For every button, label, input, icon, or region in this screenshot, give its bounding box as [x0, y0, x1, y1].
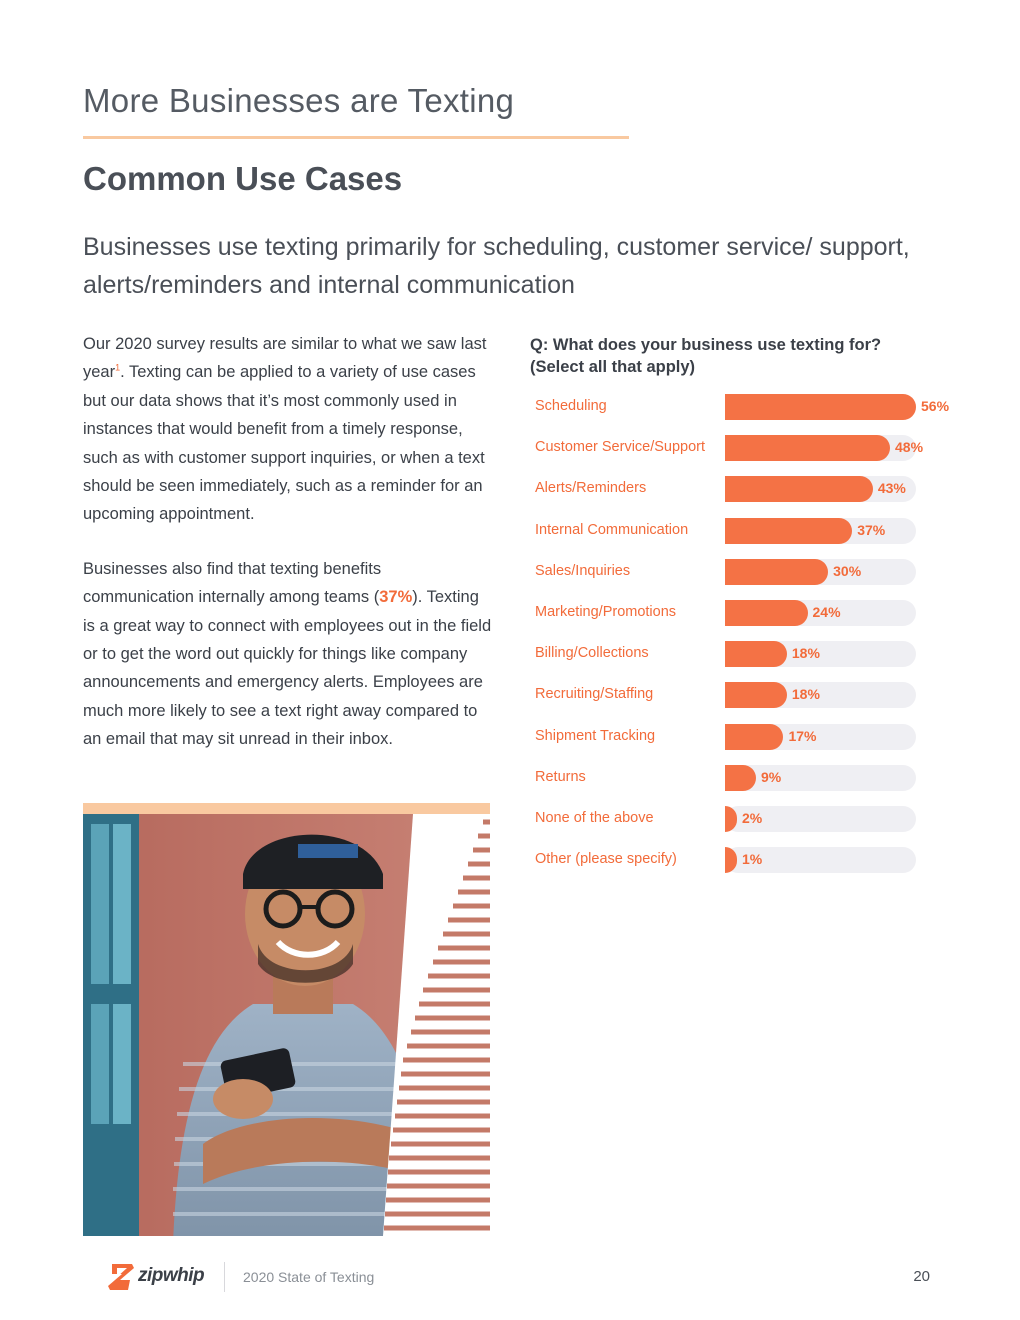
bar-track — [725, 724, 916, 750]
bar-label: Shipment Tracking — [535, 727, 656, 744]
bar-label: Internal Communication — [535, 521, 689, 538]
bar-value-label: 24% — [812, 604, 841, 620]
bar-value-label: 18% — [791, 686, 820, 703]
section-title: More Businesses are Texting — [83, 82, 515, 119]
bar-value-label: 2% — [742, 810, 763, 826]
bar — [725, 682, 787, 708]
bar — [725, 847, 737, 873]
page-number: 20 — [913, 1268, 930, 1285]
chart-row — [530, 518, 920, 544]
chart-row — [530, 682, 920, 708]
bar-label: Alerts/Reminders — [535, 480, 647, 497]
p1-text-b: . Texting can be applied to a variety of use cases but our data shows that it’s most commonly used in instances that would benefit from a timely response, such as with customer support inquiries, or when a text should be seen immediately, such as a reminder for an upcoming appointment. — [83, 363, 485, 524]
bar-chart — [530, 394, 950, 884]
bar-value-label: 1% — [742, 851, 763, 868]
chart-row — [530, 847, 920, 873]
footer-logo — [108, 1262, 208, 1292]
bar-label: Customer Service/Support — [535, 439, 706, 456]
chart-row — [530, 559, 920, 585]
bar-value-label: 56% — [921, 398, 950, 414]
chart-question: Q: What does your business use texting for? (Select all that apply) — [530, 336, 882, 376]
bar — [725, 806, 737, 832]
bar — [725, 394, 916, 420]
zipwhip-logo-icon — [108, 1262, 136, 1292]
logo-wordmark: zipwhip — [138, 1265, 205, 1286]
bar-track — [725, 847, 916, 873]
bar-track — [725, 600, 916, 626]
paragraph-1 — [83, 330, 493, 529]
chart-row — [530, 394, 950, 420]
bar-value-label: 37% — [857, 521, 886, 538]
bar-track — [725, 765, 916, 791]
p1-text-a: Our 2020 survey results are similar to what we saw last year — [83, 335, 487, 382]
body-text — [83, 330, 493, 780]
bar-track — [725, 476, 916, 502]
p2-text-b: ). Texting is a great way to connect with employees out in the field or to get the word out quickly for things like company announcements and emergency alerts. Employees are much more likely to see a text right away compared to an email that may sit unread in their inbox. — [83, 588, 492, 749]
footer-divider — [224, 1262, 225, 1292]
chart-row — [530, 641, 920, 667]
bar — [725, 600, 808, 626]
footnote-marker: 1 — [115, 362, 121, 373]
bar-track — [725, 518, 916, 544]
bar-track — [725, 641, 916, 667]
bar-label: Scheduling — [535, 398, 607, 414]
bar-label: Marketing/Promotions — [535, 604, 677, 620]
bar — [725, 518, 852, 544]
bar-track — [725, 394, 950, 420]
chart-row — [530, 765, 920, 791]
paragraph-2 — [83, 555, 493, 754]
bar-value-label: 48% — [895, 439, 924, 456]
chart-row — [530, 806, 920, 832]
highlight-stat: 37% — [379, 588, 413, 607]
bar-label: Returns — [535, 768, 586, 785]
bar — [725, 476, 873, 502]
bar-value-label: 18% — [791, 645, 820, 662]
bar — [725, 435, 890, 461]
bar-track — [725, 806, 916, 832]
photo-accent-bar — [83, 803, 490, 814]
bar-value-label: 43% — [877, 480, 906, 497]
p2-text-a: Businesses also find that texting benefits communication internally among teams ( — [83, 559, 382, 607]
bar-track — [725, 435, 924, 461]
bar-track — [725, 559, 916, 585]
bar-label: Sales/Inquiries — [535, 562, 631, 579]
photo-illustration — [83, 814, 490, 1236]
window-frame — [83, 814, 139, 1236]
bar-value-label: 9% — [760, 768, 782, 785]
chart-row — [530, 724, 920, 750]
bar-value-label: 30% — [833, 562, 862, 579]
bar — [725, 559, 828, 585]
bar-value-label: 17% — [788, 727, 817, 744]
chart-row — [530, 435, 924, 461]
bar-label: Other (please specify) — [535, 851, 677, 868]
bar-label: None of the above — [535, 810, 654, 826]
bar-track — [725, 682, 916, 708]
subheading: Businesses use texting primarily for scheduling, customer service/ support, alerts/reminders and internal communication — [83, 233, 910, 299]
bar-label: Recruiting/Staffing — [535, 686, 654, 703]
title-rule — [83, 136, 629, 139]
bar — [725, 765, 756, 791]
bar-label: Billing/Collections — [535, 645, 649, 662]
bar — [725, 641, 787, 667]
chart-row — [530, 600, 920, 626]
hero-photo — [83, 814, 490, 1236]
footer-doc-title: 2020 State of Texting — [243, 1269, 375, 1285]
chart-row — [530, 476, 920, 502]
page-heading: Common Use Cases — [83, 160, 403, 197]
bar — [725, 724, 783, 750]
